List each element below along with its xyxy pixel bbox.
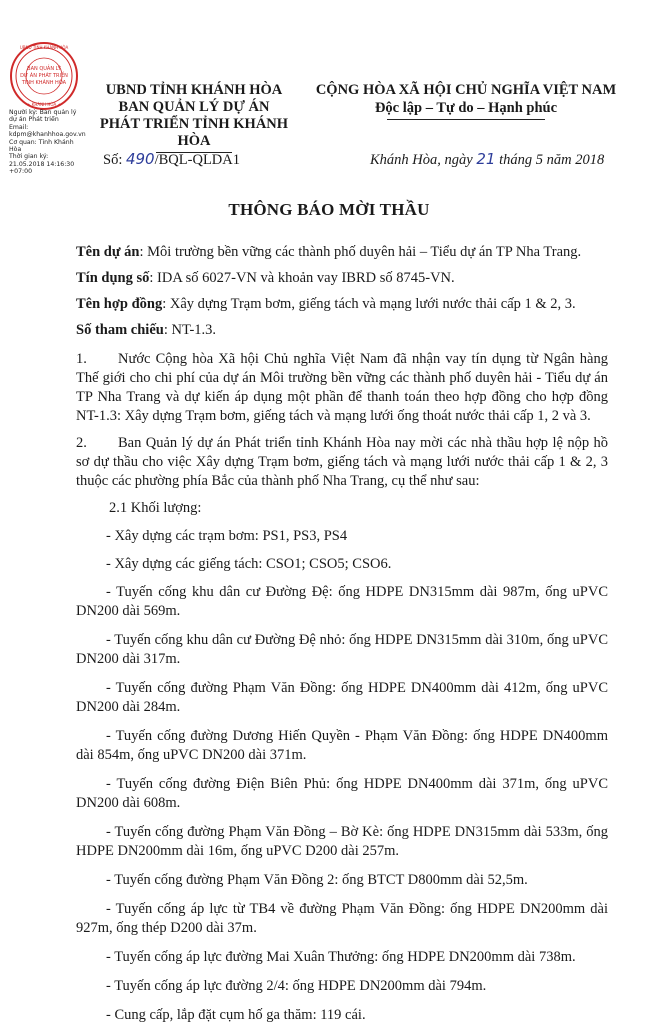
field-value: : IDA số 6027-VN và khoản vay IBRD số 8745-VN.: [149, 270, 455, 286]
paragraph-number: 1.: [76, 351, 87, 367]
org-line-3: PHÁT TRIỂN TỈNH KHÁNH HÒA: [99, 116, 289, 149]
svg-text:★ KHÁNH HÒA ★: ★ KHÁNH HÒA ★: [26, 102, 62, 107]
field-label: Tín dụng số: [76, 270, 150, 286]
sig-line: Cơ quan: Tỉnh Khánh: [9, 138, 74, 146]
svg-text:TỈNH KHÁNH HÒA: TỈNH KHÁNH HÒA: [21, 80, 67, 86]
svg-text:DỰ ÁN PHÁT TRIỂN: DỰ ÁN PHÁT TRIỂN: [20, 73, 68, 79]
sig-line: Email:: [9, 123, 29, 131]
paragraph-number: 2.: [76, 435, 87, 451]
list-item: - Tuyến cống đường Phạm Văn Đồng – Bờ Kè: ống HDPE DN315mm dài 533m, ống HDPE DN200mm dài 16m, ống uPVC D200 dài 257m.: [76, 824, 608, 859]
list-item: - Xây dựng các giếng tách: CSO1; CSO5; CSO6.: [106, 556, 392, 572]
sig-line: +07:00: [9, 168, 33, 176]
subheading-volume: 2.1 Khối lượng:: [109, 500, 202, 516]
list-item: - Tuyến cống áp lực đường 2/4: ống HDPE DN200mm dài 794m.: [106, 978, 487, 994]
list-item: - Tuyến cống khu dân cư Đường Đệ: ống HDPE DN315mm dài 987m, ống uPVC DN200 dài 569m.: [76, 584, 608, 619]
list-item: - Tuyến cống đường Phạm Văn Đồng: ống HDPE DN400mm dài 412m, ống uPVC DN200 dài 284m.: [76, 680, 608, 715]
field-value: : Môi trường bền vững các thành phố duyên hải – Tiểu dự án TP Nha Trang.: [139, 244, 582, 260]
svg-text:UBND TỈNH KHÁNH HÒA: UBND TỈNH KHÁNH HÒA: [19, 45, 69, 50]
doc-number-handwritten: 490: [125, 150, 155, 168]
list-item: - Tuyến cống áp lực từ TB4 về đường Phạm Văn Đồng: ống HDPE DN200mm dài 927m, ống thép D200 dài 37m.: [76, 901, 608, 936]
sig-line: dự án Phát triển: [9, 116, 59, 124]
org-line-2: BAN QUẢN LÝ DỰ ÁN: [118, 99, 270, 115]
svg-text:BAN QUẢN LÝ: BAN QUẢN LÝ: [27, 66, 61, 72]
sig-line: Hòa: [9, 146, 22, 154]
document-title: THÔNG BÁO MỜI THẦU: [228, 200, 430, 219]
place-suffix: tháng 5 năm 2018: [499, 152, 605, 168]
list-item: - Cung cấp, lắp đặt cụm hố ga thăm: 119 cái.: [106, 1007, 366, 1023]
official-seal: [8, 40, 80, 112]
nation-motto: Độc lập – Tự do – Hạnh phúc: [374, 100, 558, 116]
document-body: [76, 243, 608, 1035]
list-item: - Xây dựng các trạm bơm: PS1, PS3, PS4: [106, 528, 348, 544]
list-item: - Tuyến cống đường Điện Biên Phủ: ống HDPE DN400mm dài 371m, ống uPVC DN200 dài 608m.: [76, 776, 608, 811]
motto-underline: [387, 119, 545, 120]
list-item: - Tuyến cống khu dân cư Đường Đệ nhỏ: ống HDPE DN315mm dài 310m, ống uPVC DN200 dài 317m.: [76, 632, 608, 667]
field-project-name: [76, 243, 608, 262]
field-label: Tên hợp đồng: [76, 296, 163, 312]
org-line-1: UBND TỈNH KHÁNH HÒA: [105, 82, 283, 98]
list-item: - Tuyến cống đường Dương Hiến Quyền - Phạm Văn Đồng: ống HDPE DN400mm dài 854m, ống uPVC DN200 dài 371m.: [76, 728, 608, 763]
document-number: [103, 150, 240, 169]
doc-prefix: Số:: [103, 152, 123, 168]
place-date: [370, 150, 604, 169]
day-handwritten: 21: [476, 150, 496, 168]
paragraph-text: Ban Quản lý dự án Phát triển tỉnh Khánh Hòa nay mời các nhà thầu hợp lệ nộp hồ sơ dự thầu cho việc Xây dựng Trạm bơm, giếng tách và mạng lưới nước thải cấp 1 & 2, 3 thuộc các phường phía Bắc của thành phố Nha Trang, cụ thể như sau:: [76, 435, 608, 489]
nation-title: CỘNG HÒA XÃ HỘI CHỦ NGHĨA VIỆT NAM: [315, 82, 617, 98]
paragraph-2: [76, 434, 608, 491]
sig-line: kdpm@khanhhoa.gov.vn: [9, 131, 86, 139]
paragraph-text: Nước Cộng hòa Xã hội Chủ nghĩa Việt Nam đã nhận vay tín dụng từ Ngân hàng Thế giới cho chi phí của dự án Môi trường bền vững các thành phố duyên hải - Tiểu dự án TP Nha Trang và dự kiến áp dụng một phần để thanh toán theo hợp đồng cho hợp đồng NT-1.3: Xây dựng Trạm bơm, giếng tách và mạng lưới ống thoát nước thải cấp 1, 2 và 3.: [76, 351, 608, 424]
national-header: [296, 82, 636, 120]
field-label: Số tham chiếu: [76, 322, 164, 338]
issuing-organization: [86, 82, 302, 153]
field-reference-number: [76, 321, 608, 340]
doc-suffix: /BQL-QLDA1: [154, 152, 240, 168]
field-value: : NT-1.3.: [163, 322, 217, 338]
digital-signature-info: [9, 109, 97, 176]
list-item: - Tuyến cống áp lực đường Mai Xuân Thưởng: ống HDPE DN200mm dài 738m.: [106, 949, 576, 965]
field-contract-name: [76, 295, 608, 314]
sig-line: Thời gian ký:: [9, 153, 49, 161]
field-label: Tên dự án: [76, 244, 140, 260]
sig-line: 21.05.2018 14:16:30: [9, 160, 75, 168]
paragraph-1: [76, 350, 608, 426]
sig-line: Người ký: Ban quản lý: [9, 109, 77, 116]
field-credit-number: [76, 269, 608, 288]
field-value: : Xây dựng Trạm bơm, giếng tách và mạng lưới nước thải cấp 1 & 2, 3.: [162, 296, 576, 312]
place-prefix: Khánh Hòa, ngày: [370, 152, 473, 168]
list-item: - Tuyến cống đường Phạm Văn Đồng 2: ống BTCT D800mm dài 52,5m.: [106, 872, 528, 888]
